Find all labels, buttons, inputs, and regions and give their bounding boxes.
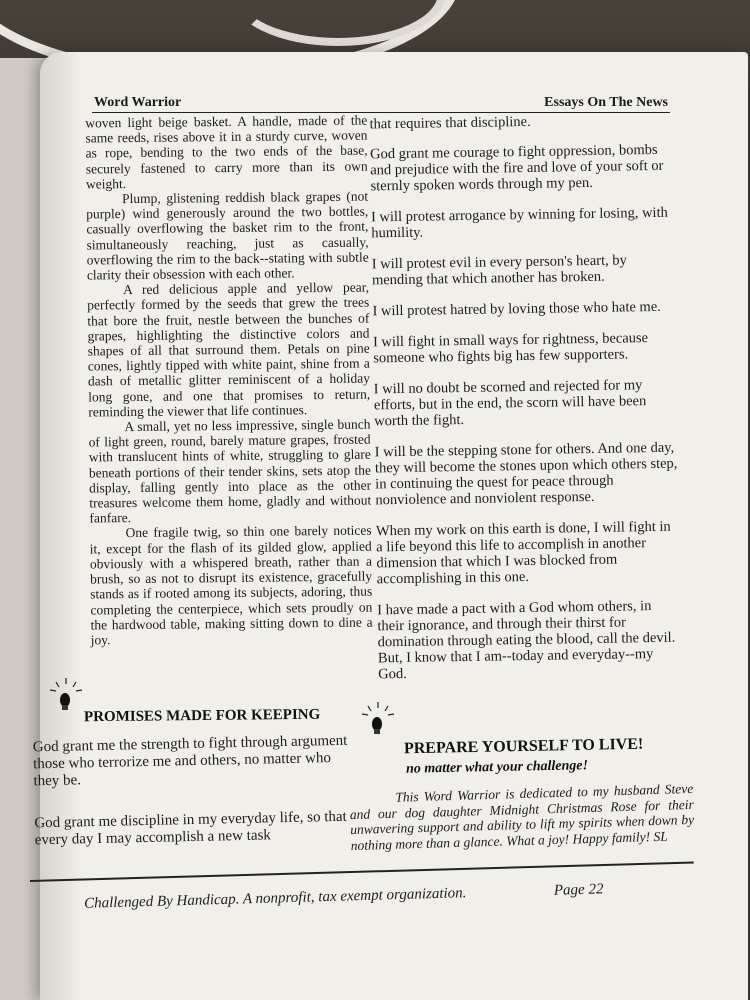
right-paragraph: I have made a pact with a God whom others, in their ignorance, and through their thirst for domination through eating the blood, call the devil. But, I know that I am--today and everyday--my God. <box>377 598 676 683</box>
right-paragraph: I will protest hatred by loving those who hate me. <box>372 298 661 320</box>
running-head <box>92 90 670 113</box>
right-paragraph: God grant me courage to fight oppression, bombs and prejudice with the fire and love of your soft or sternly spoken words through my pen. <box>369 141 664 195</box>
right-paragraph: I will protest evil in every person's heart, by mending that which another has broken. <box>371 252 627 289</box>
header-right: Essays On The News <box>544 95 668 110</box>
prepare-heading: PREPARE YOURSELF TO LIVE! <box>403 735 644 758</box>
left-paragraph: woven light beige basket. A handle, made of the same reeds, rises above it in a sturdy curve, woven as rope, bending to the two ends of the base, securely fastened to carry more than its own weight. <box>85 112 368 192</box>
left-paragraph: Plump, glistening reddish black grapes (not purple) wind generously around the two bottles, casually overflowing the basket rim to the front, simultaneously reaching, just as casually, overflowing the rim to the back--stating with subtle clarity their obsession with each other. <box>86 188 369 283</box>
promises-text <box>33 733 354 875</box>
dedication-body: This Word Warrior is dedicated to my husband Steve and our dog daughter Midnight Christmas Rose for their unwavering support and ability to lift my spirits when down by nothing more than a glance. What a joy! Happy family! SL <box>349 780 695 853</box>
promises-heading: PROMISES MADE FOR KEEPING <box>83 706 321 726</box>
left-paragraph: One fragile twig, so thin one barely notices it, except for the flash of its gilded glow, applied obviously with a whispered breath, rather than a brush, so as not to disrupt its existence, gracefully stands as if rooted among its subjects, adoring, thus completing the centerpiece, which sets proudly on the hardwood table, making sitting down to dine a joy. <box>89 522 373 648</box>
left-paragraph: A red delicious apple and yellow pear, perfectly formed by the seeds that grew the trees that bore the fruit, nestle between the bunches of grapes, highlighting the distinctive colors and shapes of all that surround them. Petals on pine cones, lightly tipped with white paint, shine from a dash of metallic glitter reminiscent of a holiday long gone, and one that promises to return, reminding the viewer that life continues. <box>87 279 371 420</box>
page-number: Page 22 <box>553 881 604 899</box>
right-paragraph: I will be the stepping stone for others. And one day, they will become the stones upon which others step, in continuing the quest for peace through nonviolence and nonviolent response. <box>374 439 678 509</box>
left-column <box>85 113 373 648</box>
prepare-subheading: no matter what your challenge! <box>405 758 589 777</box>
right-paragraph: I will protest arrogance by winning for losing, with humility. <box>370 204 668 242</box>
promise-paragraph: God grant me discipline in my everyday life, so that every day I may accomplish a new task <box>34 808 347 849</box>
right-paragraph: I will no doubt be scorned and rejected for my efforts, but in the end, the scorn will have been worth the fight. <box>373 377 647 430</box>
footer-org: Challenged By Handicap. A nonprofit, tax exempt organization. <box>83 885 467 912</box>
dedication-text <box>349 781 695 853</box>
right-column <box>369 112 682 698</box>
right-paragraph: I will fight in small ways for rightness, because someone who fights big has few supporters. <box>372 330 649 367</box>
left-paragraph: A small, yet no less impressive, single bunch of light green, round, barely mature grapes, frosted with translucent hints of white, struggling to glare beneath portions of their tender skins, sets atop the display, falling gently into place as the other treasures welcome them home, gladly and without fanfare. <box>88 416 372 526</box>
right-paragraph: that requires that discipline. <box>369 113 531 133</box>
lightbulb-icon <box>46 676 86 712</box>
header-left: Word Warrior <box>94 95 182 110</box>
promise-paragraph: God grant me the strength to fight through argument those who terrorize me and others, no matter who they be. <box>32 732 348 790</box>
right-paragraph: When my work on this earth is done, I will fight in a life beyond this life to accomplish in another dimension that which I was blocked from accomplishing in this one. <box>375 518 671 588</box>
lightbulb-icon <box>358 700 398 736</box>
